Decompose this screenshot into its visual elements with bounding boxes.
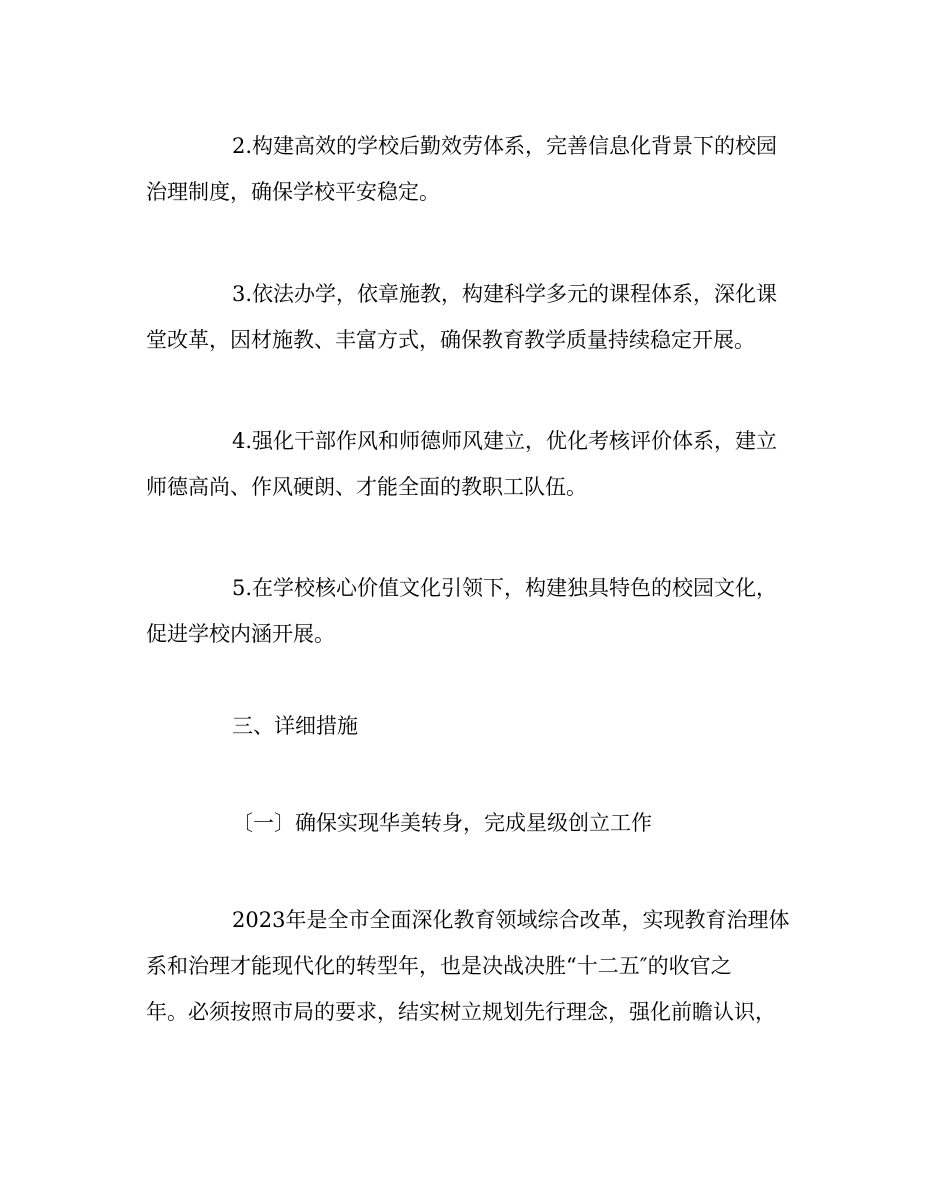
heading-text: 〔一〕确保实现华美转身，完成星级创立工作	[232, 811, 652, 835]
text-line: 系和治理才能现代化的转型年，也是决战决胜“十二五″的收官之	[146, 954, 732, 978]
text-line: 堂改革，因材施教、丰富方式，确保教育教学质量持续稳定开展。	[146, 328, 755, 352]
text-line: 治理制度，确保学校平安稳定。	[146, 180, 440, 204]
paragraph-goal-5	[146, 565, 806, 657]
text-line: 2023年是全市全面深化教育领域综合改革，实现教育治理体	[232, 908, 790, 932]
text-line: 年。必须按照市局的要求，结实树立规划先行理念，强化前瞻认识，	[146, 1000, 776, 1024]
section-heading	[146, 703, 806, 749]
paragraph-body	[146, 897, 806, 1035]
paragraph-goal-4	[146, 418, 806, 510]
text-line: 4.强化干部作风和师德师风建立，优化考核评价体系，建立	[232, 429, 778, 453]
paragraph-goal-3	[146, 271, 806, 363]
paragraph-goal-2	[146, 123, 806, 215]
text-line: 3.依法办学，依章施教，构建科学多元的课程体系，深化课	[232, 282, 778, 306]
text-line: 5.在学校核心价值文化引领下，构建独具特色的校园文化，	[232, 576, 778, 600]
text-line: 促进学校内涵开展。	[146, 622, 335, 646]
text-line: 2.构建高效的学校后勤效劳体系，完善信息化背景下的校园	[232, 134, 778, 158]
subsection-heading	[146, 800, 806, 846]
heading-text: 三、详细措施	[232, 714, 358, 738]
text-line: 师德高尚、作风硬朗、才能全面的教职工队伍。	[146, 475, 587, 499]
